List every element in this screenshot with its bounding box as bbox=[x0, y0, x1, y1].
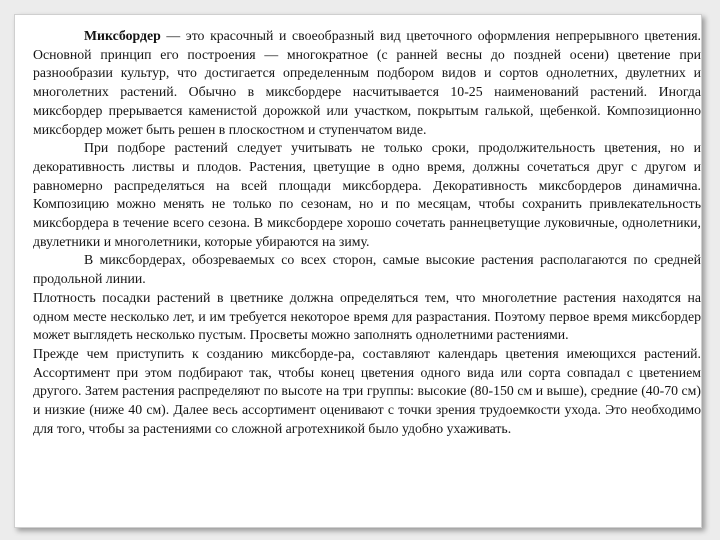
document-body bbox=[33, 27, 701, 438]
paragraph-3: В миксбордерах, обозреваемых со всех сторон, самые высокие растения располагаются по средней продольной линии. bbox=[33, 252, 701, 287]
paragraph-1-lead-term: Миксбордер bbox=[84, 28, 161, 43]
paragraph-1-text: — это красочный и своеобразный вид цветочного оформления непрерывного цветения. Основной принцип его построения — многократное (с ранней весны до поздней осени) цветение при разнообразии культур, что достигается определенным подбором видов и сортов однолетних, двулетних и многолетних растений. Обычно в миксбордере насчитывается 10-25 наименований растений. Иногда миксбордер прерывается каменистой дорожкой или участком, покрытым галькой, щебенкой. Композиционно миксбордер может быть решен в плоскостном и ступенчатом виде. bbox=[33, 28, 701, 137]
paragraph-1 bbox=[33, 27, 701, 139]
paragraph-4: Плотность посадки растений в цветнике должна определяться тем, что многолетние растения находятся на одном месте несколько лет, и им требуется некоторое время для разрастания. Поэтому первое время миксбордер может выглядеть несколько пустым. Просветы можно заполнять однолетними растениями. bbox=[33, 289, 701, 343]
paragraph-2: При подборе растений следует учитывать не только сроки, продолжительность цветения, но и декоративность листвы и плодов. Растения, цветущие в одно время, должны сочетаться друг с другом и равномерно распределяться на всей площади миксбордера. Декоративность миксбордеров динамична. Композицию можно менять не только по сезонам, но и по месяцам, чтобы сохранить привлекательность миксбордера в течение всего сезона. В миксбордере хорошо сочетать раннецветущие луковичные, однолетники, двулетники и многолетники, которые убираются на зиму. bbox=[33, 140, 701, 249]
text-sheet bbox=[14, 14, 702, 528]
paragraph-5: Прежде чем приступить к созданию миксборде-ра, составляют календарь цветения имеющихся растений. Ассортимент при этом подбирают так, чтобы конец цветения одного вида или сорта совпадал с цветением другого. Затем растения распределяют по высоте на три группы: высокие (80-150 см и выше), средние (40-70 см) и низкие (ниже 40 см). Далее весь ассортимент оценивают с точки зрения трудоемкости ухода. Это необходимо для того, чтобы за растениями со сложной агротехникой было удобно ухаживать. bbox=[33, 345, 701, 436]
